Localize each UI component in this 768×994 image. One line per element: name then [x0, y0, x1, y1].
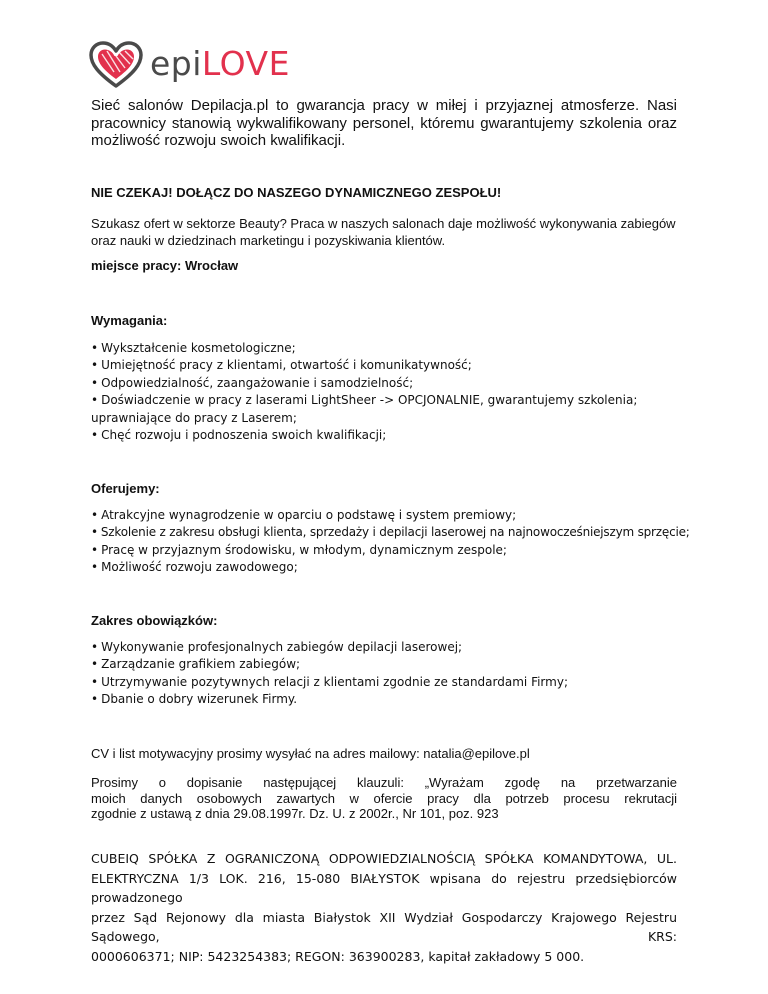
lead-line-1: Szukasz ofert w sektorze Beauty? Praca w naszych salonach daje możliwość wykonywania zabiegów — [91, 216, 676, 231]
list-item-text: Odpowiedzialność, zaangażowanie i samodzielność; — [101, 375, 414, 390]
list-item-text: uprawniające do pracy z Laserem; — [91, 410, 297, 425]
list-item-text: Doświadczenie w pracy z laserami LightSheer -> OPCJONALNIE, gwarantujemy szkolenia; — [101, 393, 638, 408]
list-item — [91, 559, 677, 576]
list-item — [91, 524, 690, 541]
heart-icon — [88, 40, 144, 90]
bullet: • — [91, 560, 99, 575]
bullet: • — [91, 525, 98, 540]
list-item — [91, 427, 677, 444]
list-item-text: Możliwość rozwoju zawodowego; — [101, 560, 298, 575]
list-item — [91, 357, 677, 374]
bullet: • — [91, 674, 99, 689]
company-info — [91, 849, 677, 966]
list-item-continuation — [91, 410, 677, 427]
list-item — [91, 375, 677, 392]
list-item — [91, 507, 677, 524]
bullet: • — [91, 692, 99, 707]
requirements-list — [91, 340, 677, 444]
list-item — [91, 542, 677, 559]
clause-line-1: Prosimy o dopisanie następującej klauzuli: „Wyrażam zgodę na przetwarzanie — [91, 775, 677, 790]
list-item-text: Pracę w przyjaznym środowisku, w młodym, dynamicznym zespole; — [101, 542, 507, 557]
list-item-text: Chęć rozwoju i podnoszenia swoich kwalifikacji; — [101, 428, 387, 443]
list-item-text: Atrakcyjne wynagrodzenie w oparciu o podstawę i system premiowy; — [101, 508, 517, 522]
bullet: • — [91, 375, 99, 390]
bullet: • — [91, 358, 99, 373]
list-item-text: Wykształcenie kosmetologiczne; — [101, 341, 296, 355]
bullet: • — [91, 428, 99, 443]
company-line-2: ELEKTRYCZNA 1/3 LOK. 216, 15-080 BIAŁYSTOK wpisana do rejestru przedsiębiorców prowadzonego — [91, 870, 677, 905]
logo-wordmark — [150, 43, 290, 83]
list-item-text: Zarządzanie grafikiem zabiegów; — [101, 657, 301, 672]
offer-title: Oferujemy: — [91, 481, 160, 496]
list-item — [91, 656, 677, 673]
bullet: • — [91, 508, 99, 522]
consent-clause — [91, 775, 677, 822]
cv-contact-line: CV i list motywacyjny prosimy wysyłać na adres mailowy: natalia@epilove.pl — [91, 746, 530, 761]
list-item — [91, 639, 677, 656]
clause-line-2: moich danych osobowych zawartych w ofercie pracy dla potrzeb procesu rekrutacji — [91, 790, 677, 806]
list-item-text: Umiejętność pracy z klientami, otwartość i komunikatywność; — [101, 358, 472, 373]
duties-title: Zakres obowiązków: — [91, 613, 218, 628]
list-item — [91, 691, 677, 708]
list-item — [91, 674, 677, 691]
bullet: • — [91, 393, 99, 408]
clause-line-3: zgodnie z ustawą z dnia 29.08.1997r. Dz. U. z 2002r., Nr 101, poz. 923 — [91, 806, 499, 821]
list-item-text: Szkolenie z zakresu obsługi klienta, sprzedaży i depilacji laserowej na najnowocześniejszym sprzęcie; — [100, 525, 690, 540]
company-line-1: CUBEIQ SPÓŁKA Z OGRANICZONĄ ODPOWIEDZIALNOŚCIĄ SPÓŁKA KOMANDYTOWA, UL. — [91, 851, 677, 866]
list-item — [91, 340, 677, 357]
lead-line-2: oraz nauki w dziedzinach marketingu i pozyskiwania klientów. — [91, 233, 446, 248]
logo-epi-text: epi — [150, 43, 202, 83]
intro-paragraph: Sieć salonów Depilacja.pl to gwarancja pracy w miłej i przyjaznej atmosferze. Nasi pracownicy stanowią wykwalifikowany personel, któremu gwarantujemy szkolenia oraz możliwość rozwoju swoich kwalifikacji. — [91, 97, 677, 149]
epilove-logo — [88, 40, 290, 90]
list-item-text: Wykonywanie profesjonalnych zabiegów depilacji laserowej; — [101, 640, 463, 654]
bullet: • — [91, 640, 99, 654]
headline: NIE CZEKAJ! DOŁĄCZ DO NASZEGO DYNAMICZNEGO ZESPOŁU! — [91, 185, 502, 200]
list-item-text: Dbanie o dobry wizerunek Firmy. — [101, 692, 298, 707]
logo-love-text: LOVE — [201, 43, 290, 83]
bullet: • — [91, 341, 99, 355]
company-line-4: 0000606371; NIP: 5423254383; REGON: 363900283, kapitał zakładowy 5 000. — [91, 948, 585, 964]
lead-paragraph — [91, 215, 677, 249]
bullet: • — [91, 542, 99, 557]
company-line-3: przez Sąd Rejonowy dla miasta Białystok XII Wydział Gospodarczy Krajowego Rejestru Sądowego, KRS: — [91, 909, 677, 944]
bullet: • — [91, 657, 99, 672]
list-item — [91, 392, 677, 409]
requirements-title: Wymagania: — [91, 313, 168, 328]
list-item-text: Utrzymywanie pozytywnych relacji z klientami zgodnie ze standardami Firmy; — [101, 674, 568, 689]
duties-list — [91, 639, 677, 709]
offer-list — [91, 507, 690, 577]
job-location: miejsce pracy: Wrocław — [91, 258, 239, 273]
